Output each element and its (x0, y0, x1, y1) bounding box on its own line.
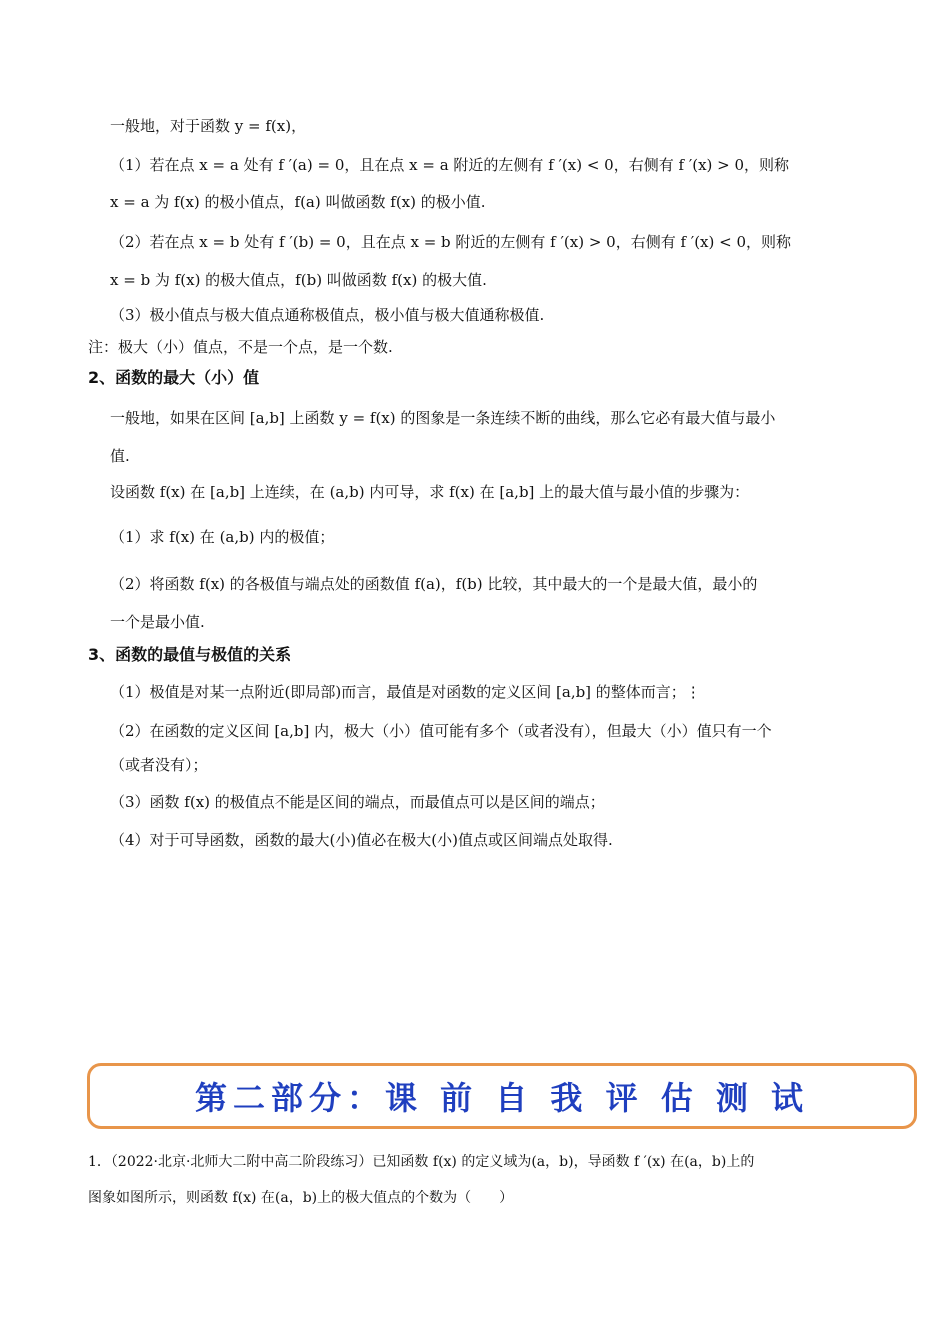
section2-heading: 2、函数的最大（小）值 (88, 368, 260, 387)
section2-p1-line2: 值. (110, 447, 130, 465)
section3-item1: （1）极值是对某一点附近(即局部)而言，最值是对函数的定义区间 [a,b] 的整体而言；⋮ (110, 683, 701, 701)
banner-title: 第二部分：课 前 自 我 评 估 测 试 (195, 1079, 809, 1117)
section2-step1: （1）求 f(x) 在 (a,b) 内的极值； (110, 528, 335, 546)
section1-item1-line2: x = a 为 f(x) 的极小值点，f(a) 叫做函数 f(x) 的极小值. (110, 193, 486, 211)
question-1-line1: 1．（2022·北京·北师大二附中高二阶段练习）已知函数 f(x) 的定义域为(a，b)，导函数 f ′(x) 在(a，b)上的 (88, 1154, 755, 1170)
section3-heading: 3、函数的最值与极值的关系 (88, 645, 292, 664)
section3-item2-line2: （或者没有）； (110, 756, 208, 774)
section1-item2-line2: x = b 为 f(x) 的极大值点，f(b) 叫做函数 f(x) 的极大值. (110, 271, 487, 289)
section2-step2-line2: 一个是最小值. (110, 613, 205, 631)
section2-step2-line1: （2）将函数 f(x) 的各极值与端点处的函数值 f(a)，f(b) 比较，其中最大的一个是最大值，最小的 (110, 575, 758, 593)
section1-item2-line1: （2）若在点 x = b 处有 f ′(b) = 0，且在点 x = b 附近的左侧有 f ′(x) > 0，右侧有 f ′(x) < 0，则称 (110, 233, 792, 251)
section1-item3: （3）极小值点与极大值点通称极值点，极小值与极大值通称极值. (110, 306, 545, 324)
section1-note: 注：极大（小）值点，不是一个点，是一个数. (88, 338, 393, 356)
section3-item3: （3）函数 f(x) 的极值点不能是区间的端点，而最值点可以是区间的端点； (110, 793, 605, 811)
section1-item1-line1: （1）若在点 x = a 处有 f ′(a) = 0，且在点 x = a 附近的左侧有 f ′(x) < 0，右侧有 f ′(x) > 0，则称 (110, 156, 790, 174)
question-1-line2: 图象如图所示，则函数 f(x) 在(a，b)上的极大值点的个数为（ ） (88, 1190, 514, 1206)
section2-p1-line1: 一般地，如果在区间 [a,b] 上函数 y = f(x) 的图象是一条连续不断的曲线，那么它必有最大值与最小 (110, 409, 776, 427)
section2-p2: 设函数 f(x) 在 [a,b] 上连续，在 (a,b) 内可导，求 f(x) 在 [a,b] 上的最大值与最小值的步骤为： (110, 483, 750, 501)
section-banner (87, 1063, 917, 1129)
section3-item4: （4）对于可导函数，函数的最大(小)值必在极大(小)值点或区间端点处取得. (110, 831, 613, 849)
section3-item2-line1: （2）在函数的定义区间 [a,b] 内，极大（小）值可能有多个（或者没有），但最大（小）值只有一个 (110, 722, 772, 740)
section1-intro: 一般地，对于函数 y = f(x)， (110, 117, 307, 135)
